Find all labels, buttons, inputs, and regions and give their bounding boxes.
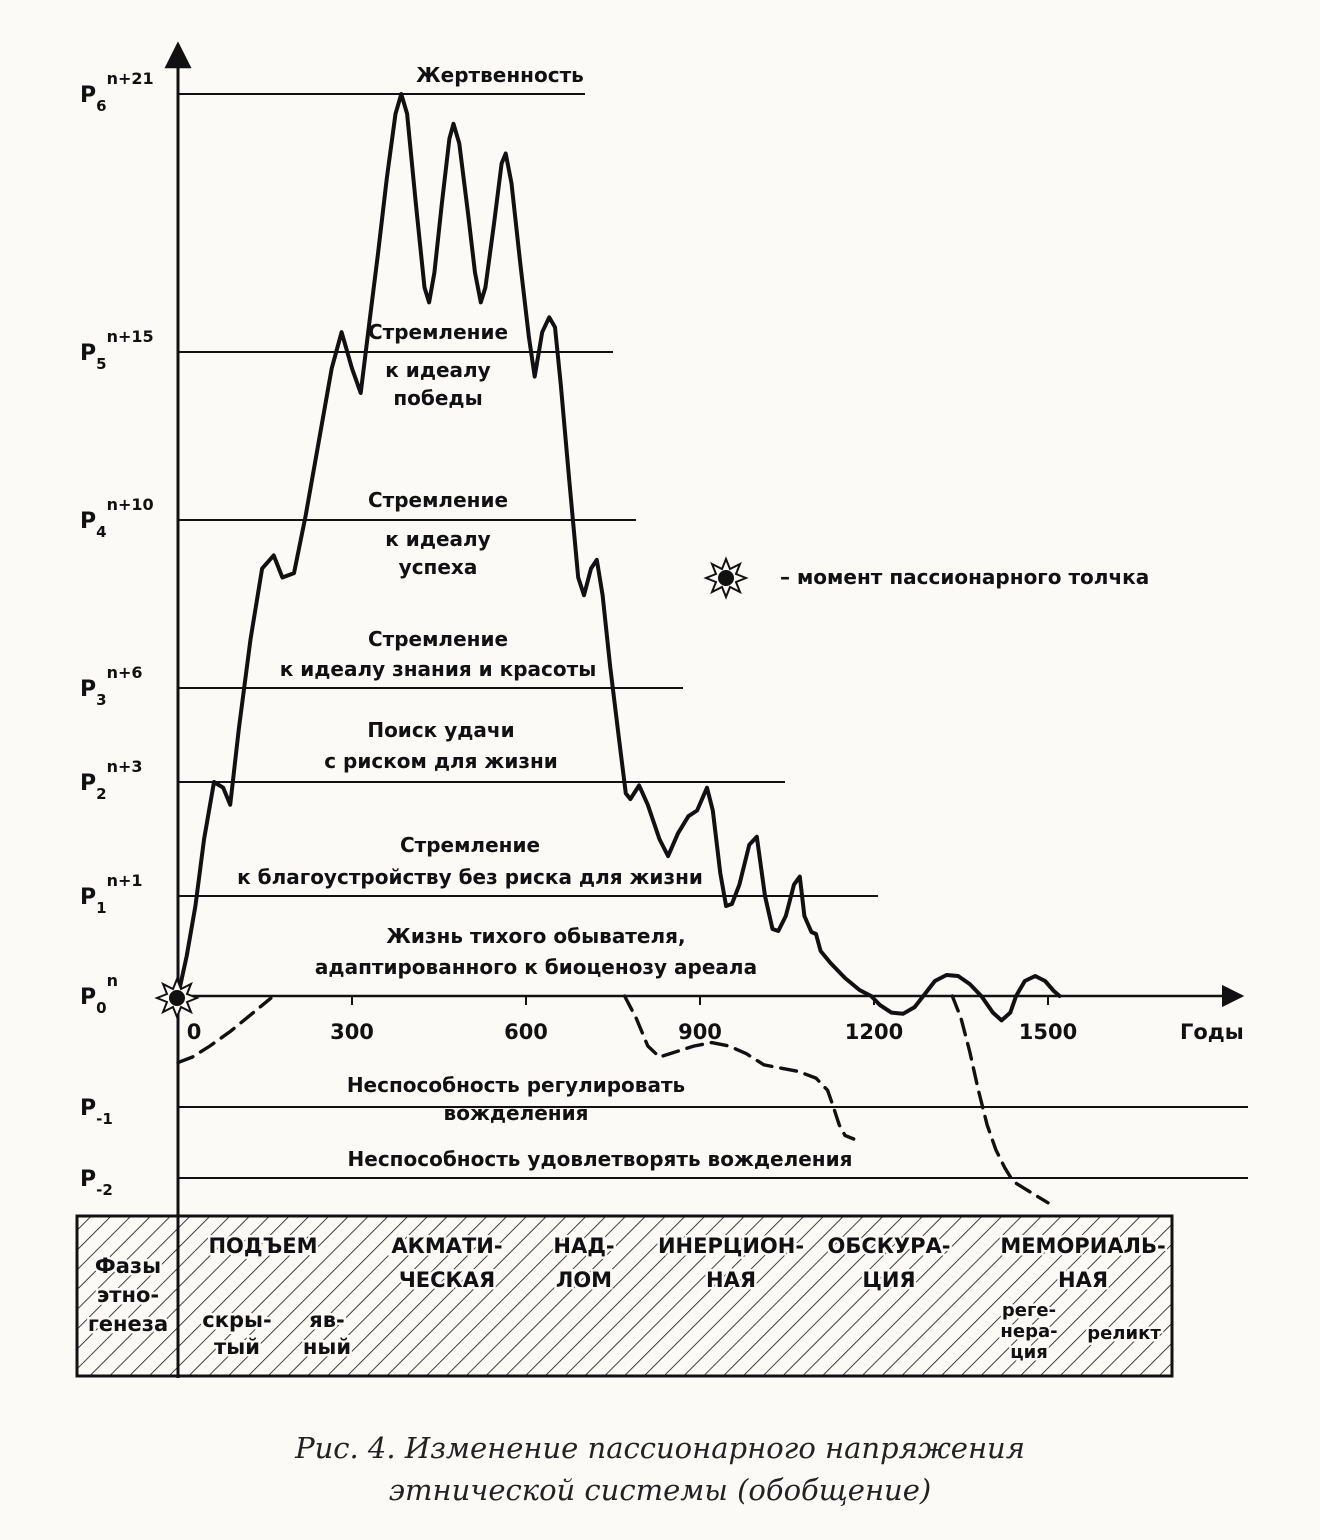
curves (178, 94, 1060, 1203)
level-label-6: $P_6^{n+21}$ (80, 69, 154, 115)
phase-3-line-0: ИНЕРЦИОН- (657, 1234, 805, 1258)
level-label--1: $P_{-1}$ (80, 1096, 113, 1128)
x-tick-label-1500: 1500 (1018, 1020, 1078, 1044)
legend-text: – момент пассионарного толчка (780, 565, 1150, 589)
level-label-3: $P_3^{n+6}$ (80, 663, 143, 709)
level-label--2: $P_{-2}$ (80, 1167, 113, 1199)
subphase-1-line-1: ный (302, 1335, 352, 1359)
level-label-1: $P_1^{n+1}$ (80, 871, 143, 917)
phase-row-title-line-0: Фазы (94, 1254, 162, 1278)
level-desc-2-line-1: к идеалу (385, 527, 491, 551)
phase-3-line-1: НАЯ (706, 1268, 756, 1292)
x-tick-label-300: 300 (330, 1020, 374, 1044)
subphase-0-line-1: тый (214, 1335, 260, 1359)
x-tick-label-600: 600 (504, 1020, 548, 1044)
level-lines (178, 94, 1248, 1178)
phase-4-line-1: ЦИЯ (862, 1268, 916, 1292)
level-labels (80, 69, 154, 1199)
level-desc-7-line-1: вожделения (443, 1101, 589, 1125)
phase-4-line-0: ОБСКУРА- (827, 1234, 951, 1258)
legend-push-icon (706, 559, 746, 597)
level-desc-6-line-1: адаптированного к биоценозу ареала (314, 955, 758, 979)
phase-0-line-0: ПОДЪЕМ (208, 1234, 318, 1258)
phase-1-line-1: ЧЕСКАЯ (398, 1268, 496, 1292)
subphase-0-line-0: скры- (202, 1308, 272, 1332)
level-desc-2-line-0: Стремление (367, 488, 509, 512)
level-label-5: $P_5^{n+15}$ (80, 327, 154, 373)
x-tick-label-1200: 1200 (844, 1020, 904, 1044)
level-label-0: $P_0^n$ (80, 971, 118, 1017)
level-desc-3-line-1: к идеалу знания и красоты (279, 657, 597, 681)
phase-5-line-1: НАЯ (1058, 1268, 1108, 1292)
phase-1-line-0: АКМАТИ- (391, 1234, 503, 1258)
level-desc-2-line-2: успеха (398, 555, 478, 579)
subphase-2-line-0: реге- (1001, 1300, 1057, 1321)
caption-line-1: Рис. 4. Изменение пассионарного напряжения (295, 1431, 1025, 1465)
level-label-4: $P_4^{n+10}$ (80, 495, 154, 541)
x-tick-label-900: 900 (678, 1020, 722, 1044)
level-desc-1-line-1: к идеалу (385, 358, 491, 382)
phase-row-title-line-1: этно- (96, 1283, 160, 1307)
level-desc-1-line-0: Стремление (367, 320, 509, 344)
level-desc-4-line-1: с риском для жизни (324, 749, 558, 773)
subphase-1-line-0: яв- (309, 1308, 345, 1332)
level-label-2: $P_2^{n+3}$ (80, 757, 143, 803)
subphase-2-line-2: ция (1010, 1342, 1048, 1363)
level-desc-5-line-0: Стремление (399, 833, 541, 857)
level-descriptions (237, 63, 852, 1171)
push-marker-icon (157, 979, 197, 1017)
subphase-2-line-1: нера- (1000, 1321, 1058, 1342)
legend (706, 559, 1149, 597)
phase-row-title-line-2: генеза (87, 1312, 169, 1336)
x-unit-label: Годы (1180, 1020, 1244, 1044)
phase-2-line-1: ЛОМ (555, 1268, 613, 1292)
level-desc-8-line-0: Неспособность удовлетворять вожделения (347, 1147, 853, 1171)
x-tick-label-0: 0 (186, 1020, 202, 1044)
phase-2-line-0: НАД- (553, 1234, 615, 1258)
phase-5-line-0: МЕМОРИАЛЬ- (1000, 1234, 1166, 1258)
level-desc-6-line-0: Жизнь тихого обывателя, (386, 924, 686, 948)
level-desc-4-line-0: Поиск удачи (367, 718, 515, 742)
level-desc-3-line-0: Стремление (367, 627, 509, 651)
level-desc-0-line-0: Жертвенность (416, 63, 584, 87)
level-desc-5-line-1: к благоустройству без риска для жизни (237, 865, 703, 889)
level-desc-7-line-0: Неспособность регулировать (346, 1073, 686, 1097)
caption-line-2: этнической системы (обобщение) (388, 1473, 932, 1507)
subphase-3-line-0: реликт (1087, 1323, 1161, 1344)
series-dashed-2 (625, 996, 854, 1139)
level-desc-1-line-2: победы (393, 386, 483, 410)
